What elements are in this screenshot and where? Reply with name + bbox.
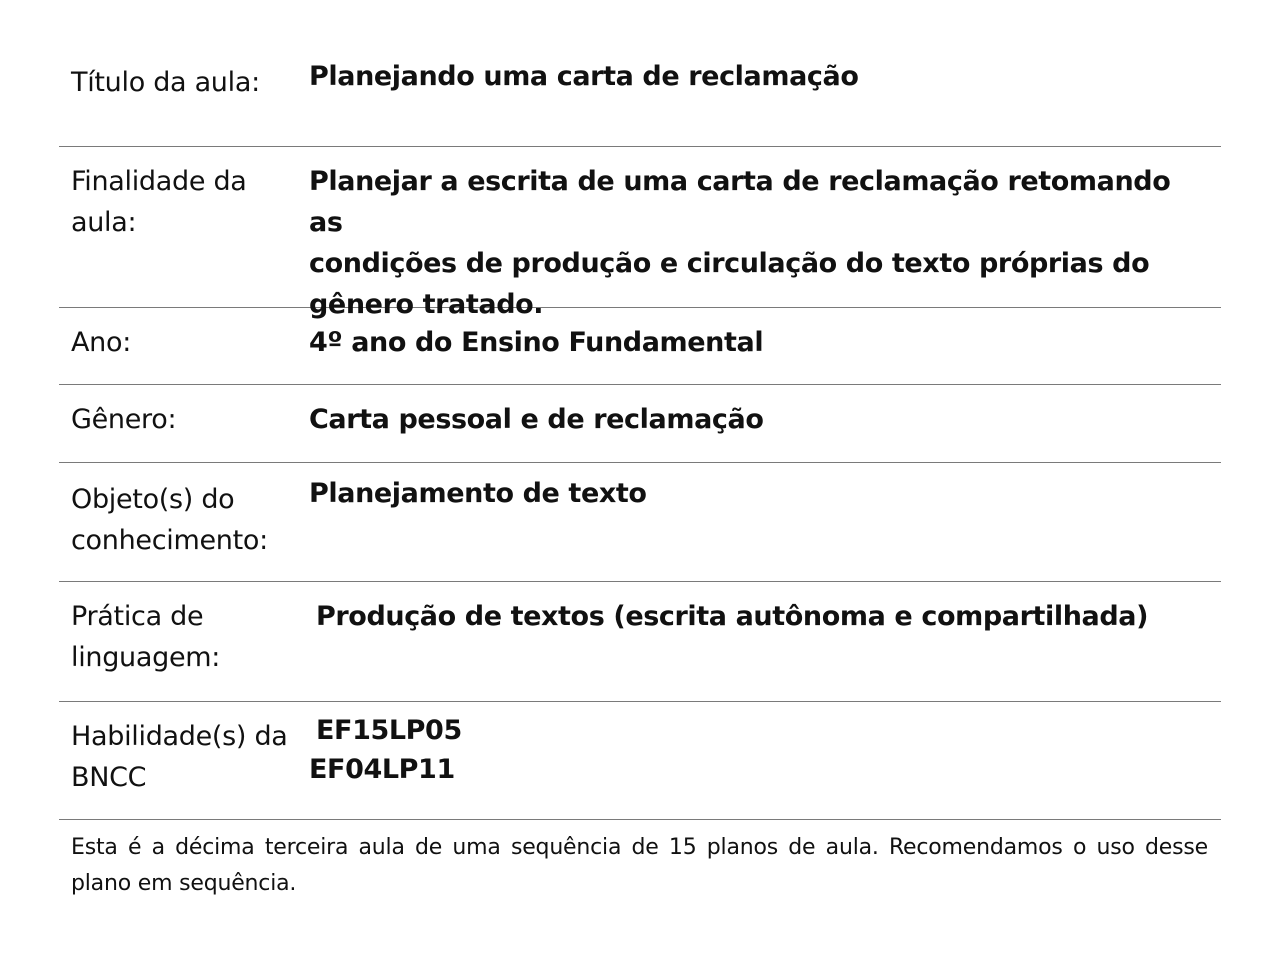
label-habilidades-line: BNCC xyxy=(71,762,147,793)
bncc-code: EF15LP05 xyxy=(316,715,462,746)
label-objeto xyxy=(59,463,309,581)
value-finalidade xyxy=(309,147,1221,320)
label-pratica-line: Prática de xyxy=(71,601,204,632)
label-finalidade-line: Finalidade da xyxy=(71,166,247,197)
row-ano xyxy=(59,308,1221,385)
label-genero: Gênero: xyxy=(71,404,177,435)
value-finalidade-line: gênero tratado. xyxy=(309,289,544,320)
value-habilidades xyxy=(309,702,1221,819)
bncc-code: EF04LP11 xyxy=(309,754,455,785)
value-genero: Carta pessoal e de reclamação xyxy=(309,404,764,435)
row-genero xyxy=(59,385,1221,463)
row-habilidades xyxy=(59,702,1221,820)
label-objeto-line: conhecimento: xyxy=(71,525,268,556)
value-finalidade-line: Planejar a escrita de uma carta de reclamação retomando as xyxy=(309,166,1171,238)
row-objeto xyxy=(59,463,1221,582)
value-pratica: Produção de textos (escrita autônoma e compartilhada) xyxy=(316,601,1149,632)
label-objeto-line: Objeto(s) do xyxy=(71,484,235,515)
label-finalidade-line: aula: xyxy=(71,207,137,238)
row-titulo xyxy=(59,0,1221,147)
value-objeto: Planejamento de texto xyxy=(309,478,647,509)
sequence-note: Esta é a décima terceira aula de uma sequência de 15 planos de aula. Recomendamos o uso desse plano em sequência. xyxy=(71,835,1208,896)
row-pratica xyxy=(59,582,1221,702)
label-titulo: Título da aula: xyxy=(71,67,260,98)
label-finalidade xyxy=(59,147,309,307)
label-habilidades xyxy=(59,702,309,819)
lesson-plan-table xyxy=(59,0,1221,902)
label-ano: Ano: xyxy=(71,327,131,358)
value-finalidade-line: condições de produção e circulação do texto próprias do xyxy=(309,248,1150,279)
value-titulo: Planejando uma carta de reclamação xyxy=(309,61,859,92)
label-pratica xyxy=(59,582,309,701)
label-habilidades-line: Habilidade(s) da xyxy=(71,721,288,752)
label-pratica-line: linguagem: xyxy=(71,642,221,673)
value-ano: 4º ano do Ensino Fundamental xyxy=(309,327,764,358)
row-finalidade xyxy=(59,147,1221,320)
